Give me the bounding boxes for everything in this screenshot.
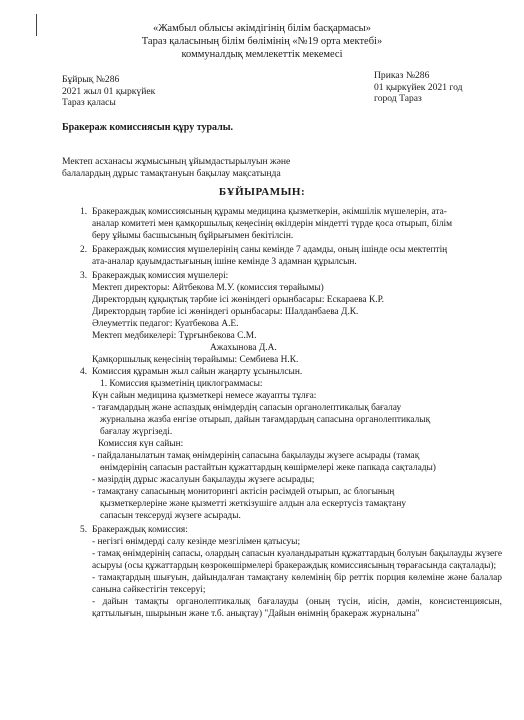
- org-header: [0, 22, 524, 61]
- header-line-1: «Жамбыл облысы әкімдігінің білім басқармасы»: [153, 23, 371, 34]
- item-text: қызметкерлеріне және қызметті жеткізушіге алдын ала ескертусіз тамақтану: [100, 499, 407, 509]
- order-date: 2021 жыл 01 қыркүйек: [62, 85, 156, 97]
- list-item: [62, 244, 502, 268]
- item-number: 3.: [80, 271, 88, 281]
- item-text: - мәзірдің дұрыс жасалуын бақылауды жүзеге асырады;: [92, 475, 315, 485]
- order-number-ru: Приказ №286: [374, 70, 430, 81]
- item-text: Бракераждық комиссия мүшелерінің саны кемінде 7 адамды, оның ішінде осы мектептің: [92, 245, 448, 255]
- order-date-ru: 01 қыркүйек 2021 год: [374, 81, 463, 93]
- item-text: Күн сайын медицина қызметкері немесе жауапты тұлға:: [92, 391, 317, 401]
- item-text: өнімдерінің сапасын растайтын құжаттардың көшірмелері жеке папкада сақталады): [100, 463, 436, 473]
- item-text: Директордың құқықтық тәрбие ісі жөніндегі орынбасары: Ескараева К.Р.: [92, 295, 385, 305]
- item-number: 4.: [80, 367, 88, 377]
- item-text: - дайын тамақты органолептикалық бағалауды (оның түсін, иісін, дәмін, консистенциясын, қаттылығын, шырынын және т.б. анықтау) "Дайын өнімнің бракераж журналына": [92, 597, 502, 619]
- item-text: аналар комитеті мен қамқоршылық кеңесінің өкілдерін міндетті түрде қоса отырып, білім: [92, 219, 453, 229]
- item-text: Бракераждық комиссиясының құрамы медицина қызметкерін, әкімшілік мүшелерін, ата-: [92, 207, 447, 217]
- item-text: сапасын тексеруді жүзеге асырады.: [100, 511, 241, 521]
- order-city-ru: город Тараз: [374, 93, 422, 104]
- header-line-2: Тараз қаласының білім бөлімінің «№19 орта мектебі»: [141, 36, 383, 47]
- list-item: [62, 524, 502, 620]
- order-info-kazakh: [62, 74, 155, 109]
- order-heading: БҰЙЫРАМЫН:: [218, 186, 306, 198]
- item-text: журналына жазба енгізе отырып, дайын тағамдардың сапасына органолептикалық: [100, 415, 431, 425]
- item-text: - негізгі өнімдерді салу кезінде мезгілімен қатысуы;: [92, 537, 301, 547]
- item-text: Қамқоршылық кеңесінің төрайымы: Сембиева Н.К.: [92, 355, 299, 365]
- list-item: [62, 206, 502, 242]
- item-text: - пайдаланылатын тамақ өнімдерінің сапасына бақылауды жүзеге асырады (тамақ: [92, 451, 420, 461]
- item-text: ата-аналар қауымдастығының ішіне кемінде 3 адамнан құрылсын.: [92, 257, 357, 267]
- item-text: Комиссия күн сайын:: [98, 439, 184, 449]
- item-text: - тағамдардың және аспаздық өнімдердің сапасын органолептикалық бағалау: [92, 403, 402, 413]
- item-number: 5.: [80, 525, 88, 535]
- item-text: Бракераждық комиссия мүшелері:: [92, 271, 229, 281]
- order-subject: Бракераж комиссиясын құру туралы.: [62, 122, 234, 133]
- item-text: Бракераждық комиссия:: [92, 525, 188, 535]
- item-text: Комиссия құрамын жыл сайын жаңарту ұсынылсын.: [92, 367, 303, 377]
- item-number: 2.: [80, 245, 88, 255]
- item-text: бағалау жүргізеді.: [100, 427, 173, 437]
- item-text: - тамақтану сапасының мониторингі актісін рәсімдей отырып, ас блогының: [92, 487, 395, 497]
- purpose-line-2: балалардың дұрыс тамақтануын бақылау мақсатында: [62, 168, 281, 179]
- header-line-3: коммуналдық мемлекеттік мекемесі: [181, 49, 343, 60]
- order-number: Бұйрық №286: [62, 74, 120, 85]
- purpose-line-1: Мектеп асханасы жұмысының ұйымдастырылуын және: [62, 156, 291, 167]
- item-text: - тамақ өнімдерінің сапасы, олардың сапасын куәландыратын құжаттардың болуын бақылауды жүзеге асыруы (осы құжаттардың көзрокөшірмелері бракераждық комиссиясының төрағасында сақталады);: [92, 549, 502, 571]
- item-text: Әлеуметтік педагог: Куатбекова А.Е.: [92, 319, 239, 329]
- item-text: Ажахынова Д.А.: [210, 343, 277, 353]
- order-info-russian: [374, 70, 463, 105]
- item-text: Мектеп директоры: Айтбекова М.У. (комиссия төрайымы): [92, 283, 324, 293]
- item-text: Мектеп медбикелері: Тұрғынбекова С.М.: [92, 331, 257, 341]
- order-body: [62, 206, 502, 620]
- order-purpose: [62, 156, 290, 180]
- list-item: [62, 366, 502, 522]
- list-item: [62, 270, 502, 366]
- order-city: Тараз қаласы: [62, 97, 116, 108]
- item-text: - тамақтардың шығуын, дайындалған тамақтану көлемінің бір реттік порция көлеміне және балалар санына сәйкестігін тексеруі;: [92, 573, 502, 595]
- item-text: 1. Комиссия қызметінің циклограммасы:: [100, 379, 263, 389]
- item-text: беру ұйымы басшысының бұйрығымен бекітілсін.: [92, 231, 294, 241]
- item-number: 1.: [80, 207, 88, 217]
- item-text: Директордың тәрбие ісі жөніндегі орынбасары: Шалданбаева Д.К.: [92, 307, 359, 317]
